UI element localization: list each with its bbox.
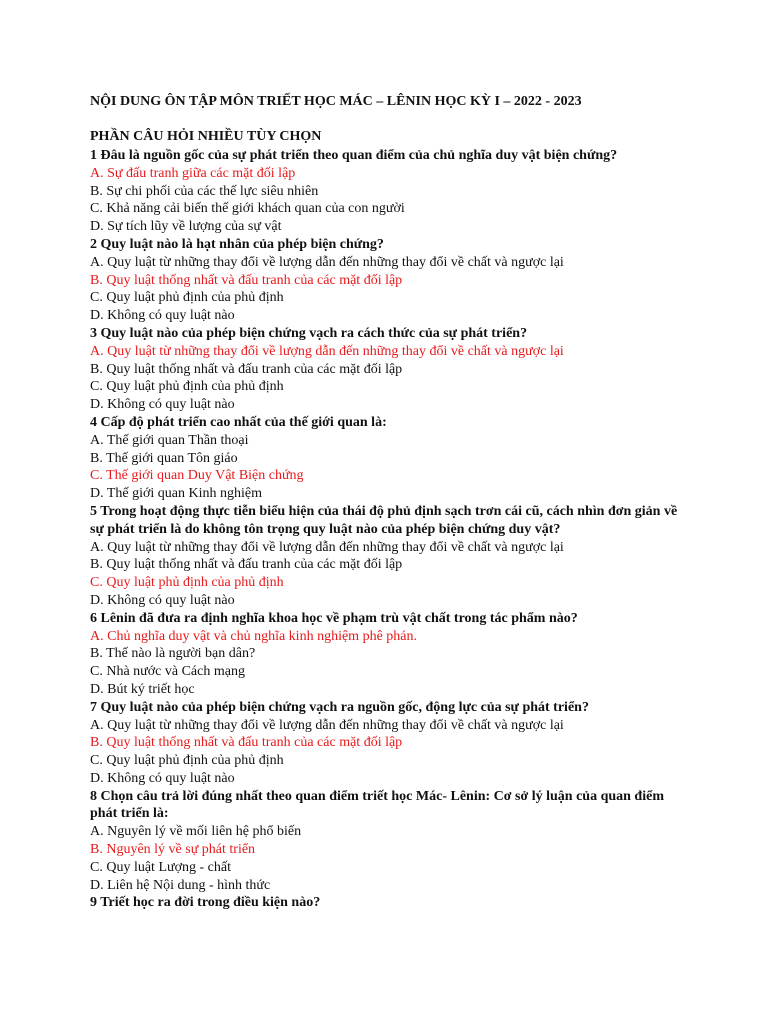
question-block xyxy=(90,325,690,414)
document-title: NỘI DUNG ÔN TẬP MÔN TRIẾT HỌC MÁC – LÊNIN HỌC KỲ I – 2022 - 2023 xyxy=(90,94,582,109)
answer-option: B. Sự chi phối của các thế lực siêu nhiên xyxy=(90,183,319,199)
answer-option-correct: B. Quy luật thống nhất và đấu tranh của các mặt đối lập xyxy=(90,272,403,288)
answer-option: D. Không có quy luật nào xyxy=(90,397,235,413)
question-block xyxy=(90,147,690,236)
answer-option: C. Quy luật phủ định của phủ định xyxy=(90,753,284,769)
answer-option: B. Quy luật thống nhất và đấu tranh của các mặt đối lập xyxy=(90,557,403,573)
answer-option-correct: A. Sự đấu tranh giữa các mặt đối lập xyxy=(90,165,296,181)
section-heading: PHẦN CÂU HỎI NHIỀU TÙY CHỌN xyxy=(90,129,322,144)
answer-option: D. Sự tích lũy về lượng của sự vật xyxy=(90,219,282,235)
answer-option: D. Không có quy luật nào xyxy=(90,770,235,786)
answer-option: B. Thế nào là người bạn dân? xyxy=(90,646,256,662)
question-text: 9 Triết học ra đời trong điều kiện nào? xyxy=(90,895,321,911)
answer-option: C. Khả năng cải biến thế giới khách quan của con người xyxy=(90,201,405,217)
answer-option: C. Quy luật phủ định của phủ định xyxy=(90,379,284,395)
question-text: 2 Quy luật nào là hạt nhân của phép biện chứng? xyxy=(90,236,384,252)
question-text: 7 Quy luật nào của phép biện chứng vạch ra nguồn gốc, động lực của sự phát triển? xyxy=(90,699,589,715)
answer-option: C. Quy luật phủ định của phủ định xyxy=(90,290,284,306)
question-block xyxy=(90,610,690,699)
question-text: 1 Đâu là nguồn gốc của sự phát triển theo quan điểm của chủ nghĩa duy vật biện chứng? xyxy=(90,148,618,163)
answer-option-correct: A. Quy luật từ những thay đổi về lượng dẫn đến những thay đổi về chất và ngược lại xyxy=(90,343,564,359)
answer-option: A. Thế giới quan Thần thoại xyxy=(90,432,249,448)
answer-option: B. Thế giới quan Tôn giáo xyxy=(90,450,238,466)
question-text: 4 Cấp độ phát triển cao nhất của thế giới quan là: xyxy=(90,414,387,430)
answer-option: A. Quy luật từ những thay đổi về lượng dẫn đến những thay đổi về chất và ngược lại xyxy=(90,539,564,555)
answer-option: C. Quy luật Lượng - chất xyxy=(90,859,231,875)
answer-option: D. Bút ký triết học xyxy=(90,681,195,697)
question-text: 5 Trong hoạt động thực tiễn biểu hiện của thái độ phủ định sạch trơn cái cũ, cách nhìn đơn giản về sự phát triển là do không tôn trọng quy luật nào của phép biện chứng duy vật? xyxy=(90,503,678,537)
question-block xyxy=(90,788,690,895)
answer-option-correct: A. Chủ nghĩa duy vật và chủ nghĩa kinh nghiệm phê phán. xyxy=(90,628,417,644)
question-list xyxy=(90,147,690,912)
answer-option: D. Không có quy luật nào xyxy=(90,308,235,324)
answer-option: C. Nhà nước và Cách mạng xyxy=(90,664,245,680)
answer-option: B. Quy luật thống nhất và đấu tranh của các mặt đối lập xyxy=(90,361,403,377)
answer-option-correct: C. Quy luật phủ định của phủ định xyxy=(90,575,284,591)
question-text: 8 Chọn câu trả lời đúng nhất theo quan điểm triết học Mác- Lênin: Cơ sở lý luận của quan điểm phát triển là: xyxy=(90,788,664,822)
question-block xyxy=(90,894,690,912)
answer-option: D. Không có quy luật nào xyxy=(90,592,235,608)
question-text: 6 Lênin đã đưa ra định nghĩa khoa học về phạm trù vật chất trong tác phẩm nào? xyxy=(90,610,578,626)
question-block xyxy=(90,699,690,788)
question-block xyxy=(90,503,690,610)
answer-option: A. Quy luật từ những thay đổi về lượng dẫn đến những thay đổi về chất và ngược lại xyxy=(90,717,564,733)
answer-option: D. Thế giới quan Kinh nghiệm xyxy=(90,486,263,502)
question-block xyxy=(90,236,690,325)
answer-option-correct: C. Thế giới quan Duy Vật Biện chứng xyxy=(90,468,304,484)
question-block xyxy=(90,414,690,503)
answer-option: A. Nguyên lý về mối liên hệ phổ biến xyxy=(90,824,302,840)
answer-option: A. Quy luật từ những thay đổi về lượng dẫn đến những thay đổi về chất và ngược lại xyxy=(90,254,564,270)
answer-option-correct: B. Nguyên lý về sự phát triển xyxy=(90,842,256,858)
answer-option: D. Liên hệ Nội dung - hình thức xyxy=(90,877,271,893)
question-text: 3 Quy luật nào của phép biện chứng vạch ra cách thức của sự phát triển? xyxy=(90,325,528,341)
answer-option-correct: B. Quy luật thống nhất và đấu tranh của các mặt đối lập xyxy=(90,735,403,751)
